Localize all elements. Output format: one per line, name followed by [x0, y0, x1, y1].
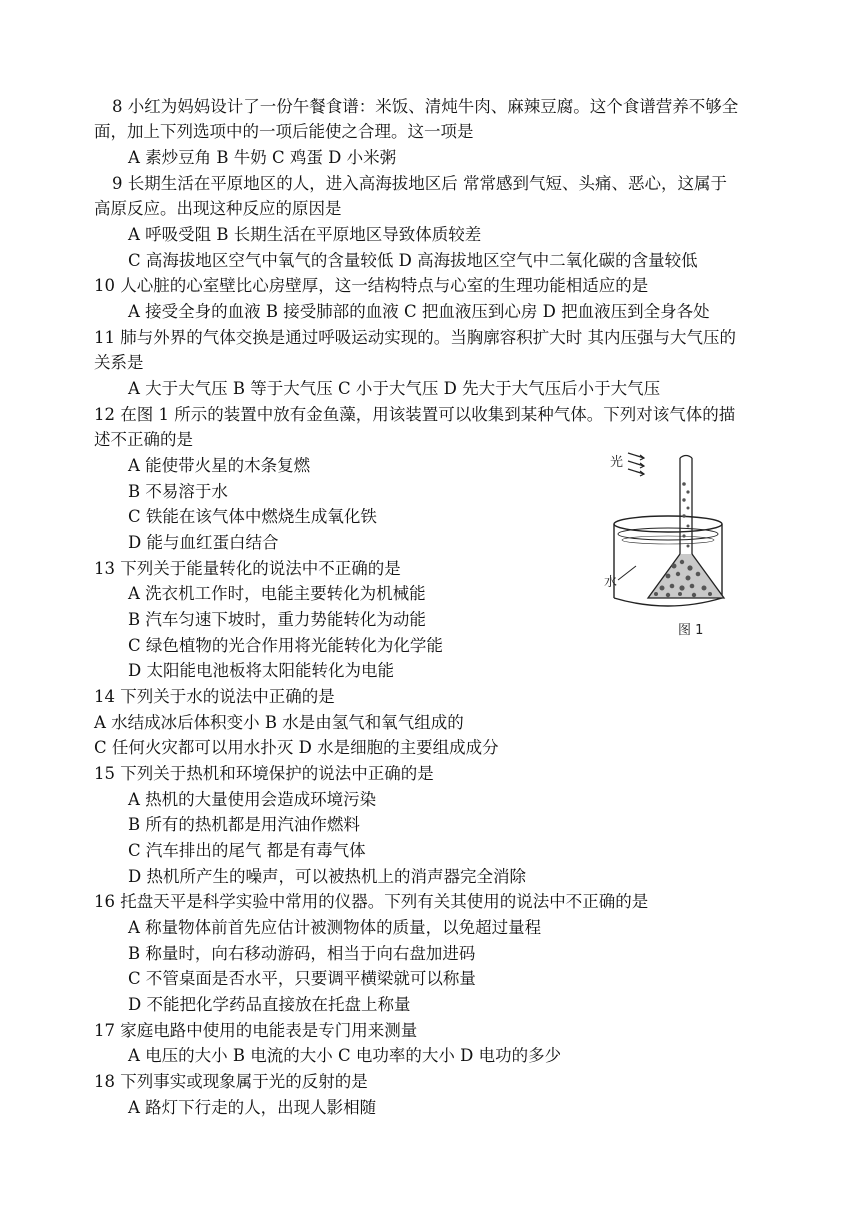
- text-line: D 热机所产生的噪声，可以被热机上的消声器完全消除: [128, 867, 526, 886]
- text-line: B 称量时，向右移动游码，相当于向右盘加进码: [128, 944, 476, 963]
- text-line: A 称量物体前首先应估计被测物体的质量，以免超过量程: [128, 918, 542, 937]
- text-line: C 铁能在该气体中燃烧生成氧化铁: [128, 507, 377, 526]
- text-line: D 太阳能电池板将太阳能转化为电能: [128, 661, 394, 680]
- text-line: 关系是: [94, 353, 144, 372]
- text-line: 14 下列关于水的说法中正确的是: [94, 687, 335, 706]
- text-line: D 能与血红蛋白结合: [128, 533, 279, 552]
- text-line: B 汽车匀速下坡时，重力势能转化为动能: [128, 610, 426, 629]
- text-line: D 不能把化学药品直接放在托盘上称量: [128, 995, 411, 1014]
- text-line: A 呼吸受阻 B 长期生活在平原地区导致体质较差: [128, 225, 482, 244]
- text-line: A 能使带火星的木条复燃: [128, 456, 311, 475]
- light-rays-icon: [628, 453, 644, 476]
- text-line: B 不易溶于水: [128, 482, 228, 501]
- text-line: 9 长期生活在平原地区的人，进入高海拔地区后 常常感到气短、头痛、恶心，这属于: [112, 174, 727, 193]
- text-line: C 不管桌面是否水平，只要调平横梁就可以称量: [128, 969, 476, 988]
- text-line: C 高海拔地区空气中氧气的含量较低 D 高海拔地区空气中二氧化碳的含量较低: [128, 251, 698, 270]
- text-line: C 汽车排出的尾气 都是有毒气体: [128, 841, 366, 860]
- gas-bubbles-icon: [682, 482, 689, 547]
- text-line: A 路灯下行走的人，出现人影相随: [128, 1098, 377, 1117]
- funnel-icon: [648, 554, 724, 598]
- text-line: 17 家庭电路中使用的电能表是专门用来测量: [94, 1021, 418, 1040]
- text-line: 述不正确的是: [94, 430, 193, 449]
- text-line: 15 下列关于热机和环境保护的说法中正确的是: [94, 764, 434, 783]
- text-line: A 大于大气压 B 等于大气压 C 小于大气压 D 先大于大气压后小于大气压: [128, 379, 661, 398]
- text-line: A 接受全身的血液 B 接受肺部的血液 C 把血液压到心房 D 把血液压到全身各处: [128, 302, 710, 321]
- text-line: 高原反应。出现这种反应的原因是: [94, 199, 342, 218]
- text-line: 12 在图 1 所示的装置中放有金鱼藻，用该装置可以收集到某种气体。下列对该气体的描: [94, 405, 736, 424]
- text-line: A 热机的大量使用会造成环境污染: [128, 790, 377, 809]
- text-line: 10 人心脏的心室壁比心房壁厚，这一结构特点与心室的生理功能相适应的是: [94, 276, 649, 295]
- water-label: 水: [604, 575, 618, 590]
- water-pointer-line: [618, 566, 636, 580]
- text-line: 8 小红为妈妈设计了一份午餐食谱：米饭、清炖牛肉、麻辣豆腐。这个食谱营养不够全: [112, 97, 739, 116]
- text-line: A 电压的大小 B 电流的大小 C 电功率的大小 D 电功的多少: [128, 1046, 562, 1065]
- text-line: 13 下列关于能量转化的说法中不正确的是: [94, 559, 401, 578]
- light-label: 光: [610, 455, 624, 470]
- text-line: B 所有的热机都是用汽油作燃料: [128, 815, 360, 834]
- text-line: 面，加上下列选项中的一项后能使之合理。这一项是: [94, 122, 474, 141]
- figure-1-apparatus: [604, 448, 728, 638]
- text-line: 16 托盘天平是科学实验中常用的仪器。下列有关其使用的说法中不正确的是: [94, 892, 649, 911]
- text-line: A 水结成冰后体积变小 B 水是由氢气和氧气组成的: [94, 713, 464, 732]
- text-line: C 绿色植物的光合作用将光能转化为化学能: [128, 636, 443, 655]
- text-line: A 素炒豆角 B 牛奶 C 鸡蛋 D 小米粥: [128, 148, 397, 167]
- figure-caption: 图 1: [678, 623, 704, 638]
- text-line: A 洗衣机工作时，电能主要转化为机械能: [128, 584, 426, 603]
- text-line: 18 下列事实或现象属于光的反射的是: [94, 1072, 368, 1091]
- text-line: C 任何火灾都可以用水扑灭 D 水是细胞的主要组成成分: [94, 738, 499, 757]
- text-line: 11 肺与外界的气体交换是通过呼吸运动实现的。当胸廓容积扩大时 其内压强与大气压的: [94, 328, 736, 347]
